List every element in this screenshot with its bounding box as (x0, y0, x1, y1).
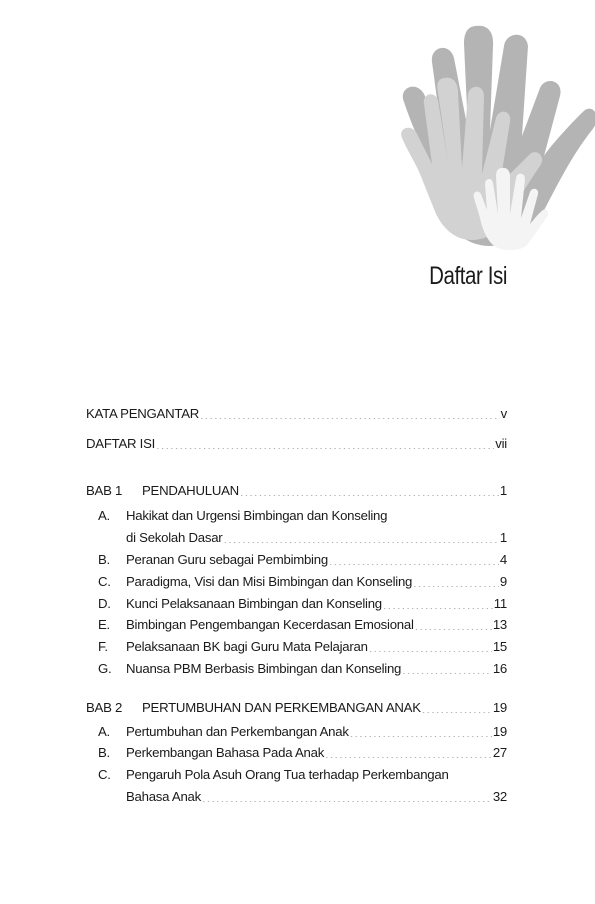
toc-entry-page: v (500, 406, 507, 421)
section-letter: A. (98, 508, 110, 524)
section-page: 11 (493, 595, 507, 611)
section-letter: C. (98, 767, 111, 783)
page-title: Daftar Isi (429, 262, 507, 290)
chapter-page: 1 (499, 482, 507, 498)
dot-leader (223, 529, 498, 543)
section-page: 19 (492, 723, 507, 739)
section-letter: A. (98, 723, 110, 739)
toc-section-1e[interactable] (86, 614, 507, 636)
section-page: 32 (492, 788, 507, 804)
section-title: di Sekolah Dasar (126, 530, 223, 546)
dot-leader (350, 723, 492, 737)
toc-section-2c-line2[interactable] (86, 786, 507, 808)
toc-section-1c[interactable] (86, 571, 507, 593)
section-page: 16 (492, 660, 507, 676)
toc-entry-page: vii (495, 435, 507, 451)
toc-section-1d[interactable] (86, 593, 507, 615)
section-title: Kunci Pelaksanaan Bimbingan dan Konseling (126, 595, 382, 611)
dot-leader (415, 616, 492, 630)
section-title: Pertumbuhan dan Perkembangan Anak (126, 723, 349, 739)
section-title: Perkembangan Bahasa Pada Anak (126, 745, 325, 761)
toc-section-1a-line1[interactable] (86, 505, 507, 527)
dot-leader (383, 595, 493, 609)
toc-section-1f[interactable] (86, 636, 507, 658)
toc-section-2b[interactable] (86, 742, 507, 764)
section-letter: C. (98, 573, 111, 589)
dot-leader (156, 435, 494, 449)
section-title: Bimbingan Pengembangan Kecerdasan Emosional (126, 617, 414, 633)
dot-leader (369, 638, 492, 652)
section-page: 27 (492, 745, 507, 761)
dot-leader (413, 573, 499, 587)
dot-leader (200, 405, 500, 419)
section-letter: B. (98, 551, 110, 567)
toc-section-1g[interactable] (86, 658, 507, 680)
hands-illustration-icon (380, 18, 595, 250)
dot-leader (202, 788, 492, 802)
section-letter: G. (98, 660, 112, 676)
section-page: 13 (492, 617, 507, 633)
section-title: Pengaruh Pola Asuh Orang Tua terhadap Perkembangan (126, 767, 449, 783)
section-title: Bahasa Anak (126, 788, 201, 804)
chapter-title: PENDAHULUAN (142, 482, 239, 498)
section-page: 9 (499, 573, 507, 589)
toc-entry-daftar-isi[interactable] (86, 433, 507, 455)
dot-leader (325, 744, 492, 758)
section-title: Nuansa PBM Berbasis Bimbingan dan Konseling (126, 660, 402, 676)
dot-leader (240, 482, 499, 496)
toc-entry-label: KATA PENGANTAR (86, 406, 200, 421)
chapter-title: PERTUMBUHAN DAN PERKEMBANGAN ANAK (142, 699, 421, 715)
toc-section-2a[interactable] (86, 721, 507, 743)
toc-chapter-bab-2[interactable] (86, 697, 507, 719)
section-page: 1 (499, 530, 507, 546)
section-page: 4 (499, 551, 507, 567)
table-of-contents (86, 403, 507, 808)
section-title: Pelaksanaan BK bagi Guru Mata Pelajaran (126, 639, 368, 655)
toc-chapter-bab-1[interactable] (86, 480, 507, 502)
section-title: Peranan Guru sebagai Pembimbing (126, 551, 328, 567)
toc-entry-kata-pengantar[interactable] (86, 403, 507, 425)
section-letter: D. (98, 595, 111, 611)
toc-section-2c-line1[interactable] (86, 764, 507, 786)
toc-entry-label: DAFTAR ISI (86, 435, 156, 451)
section-title: Paradigma, Visi dan Misi Bimbingan dan Konseling (126, 573, 413, 589)
dot-leader (329, 551, 499, 565)
toc-section-1b[interactable] (86, 549, 507, 571)
section-letter: E. (98, 617, 110, 633)
toc-section-1a-line2[interactable] (86, 527, 507, 549)
chapter-number: BAB 1 (86, 482, 123, 498)
section-letter: F. (98, 639, 108, 655)
chapter-number: BAB 2 (86, 699, 123, 715)
dot-leader (402, 660, 492, 674)
section-letter: B. (98, 745, 110, 761)
section-page: 15 (492, 639, 507, 655)
section-title: Hakikat dan Urgensi Bimbingan dan Konseling (126, 508, 388, 524)
chapter-page: 19 (492, 699, 507, 715)
dot-leader (422, 699, 492, 713)
